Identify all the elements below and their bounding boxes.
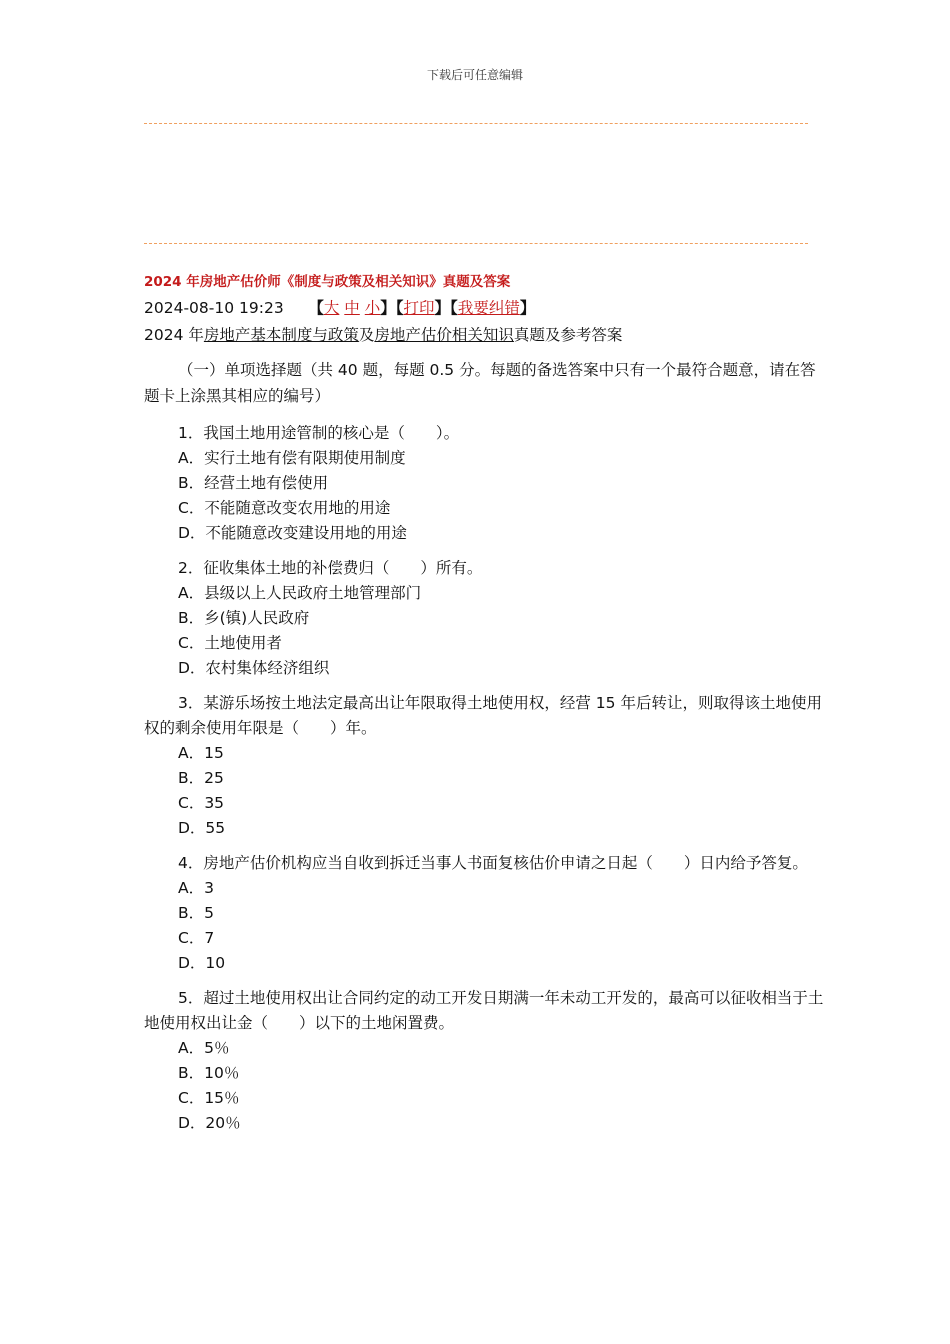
question-option: C．15％ <box>178 1089 240 1107</box>
question-option: C．不能随意改变农用地的用途 <box>178 499 391 517</box>
article-body <box>144 270 824 1146</box>
subtitle-link-knowledge[interactable]: 房地产估价相关知识 <box>374 326 514 344</box>
question-item <box>144 851 824 976</box>
question-stem: 4．房地产估价机构应当自收到拆迁当事人书面复核估价申请之日起（ ）日内给予答复。 <box>178 854 808 872</box>
section-intro: （一）单项选择题（共 40 题，每题 0.5 分。每题的备选答案中只有一个最符合题意，请在答题卡上涂黑其相应的编号） <box>144 361 816 405</box>
question-stem: 2．征收集体土地的补偿费归（ ）所有。 <box>178 559 483 577</box>
question-option: D．不能随意改变建设用地的用途 <box>178 524 407 542</box>
question-stem: 1．我国土地用途管制的核心是（ ）。 <box>178 424 460 442</box>
question-option: C．土地使用者 <box>178 634 282 652</box>
question-item <box>144 421 824 546</box>
question-option: A．5％ <box>178 1039 230 1057</box>
question-option: B．乡(镇)人民政府 <box>178 609 310 627</box>
question-option: D．55 <box>178 819 226 837</box>
print-link[interactable]: 打印 <box>403 299 435 317</box>
font-size-medium-link[interactable]: 中 <box>344 299 360 317</box>
question-stem: 5．超过土地使用权出让合同约定的动工开发日期满一年未动工开发的，最高可以征收相当于土地使用权出让金（ ）以下的土地闲置费。 <box>144 989 824 1032</box>
question-option: B．10％ <box>178 1064 240 1082</box>
font-size-large-link[interactable]: 大 <box>323 299 340 317</box>
question-option: D．农村集体经济组织 <box>178 659 330 677</box>
article-title: 2024 年房地产估价师《制度与政策及相关知识》真题及答案 <box>144 274 511 290</box>
article-datetime: 2024-08-10 19:23 <box>144 299 284 317</box>
question-option: B．25 <box>178 769 224 787</box>
subtitle-link-policy[interactable]: 房地产基本制度与政策 <box>203 326 359 344</box>
question-option: A．15 <box>178 744 224 762</box>
top-divider <box>144 123 808 124</box>
header-note: 下载后可任意编辑 <box>426 68 523 82</box>
question-option: D．20％ <box>178 1114 241 1132</box>
question-item <box>144 986 824 1136</box>
question-item <box>144 691 824 841</box>
question-option: C．7 <box>178 929 215 947</box>
article-meta: 2024-08-10 19:23 【大 中 小】【打印】【我要纠错】 <box>144 299 536 317</box>
question-option: B．5 <box>178 904 214 922</box>
question-option: B．经营土地有偿使用 <box>178 474 329 492</box>
article-subtitle: 2024 年房地产基本制度与政策及房地产估价相关知识真题及参考答案 <box>144 326 623 344</box>
question-option: C．35 <box>178 794 225 812</box>
report-error-link[interactable]: 我要纠错 <box>457 299 520 317</box>
question-option: A．实行土地有偿有限期使用制度 <box>178 449 406 467</box>
bottom-divider <box>144 243 808 244</box>
question-option: A．县级以上人民政府土地管理部门 <box>178 584 422 602</box>
question-list <box>144 421 824 1136</box>
question-stem: 3．某游乐场按土地法定最高出让年限取得土地使用权，经营 15 年后转让，则取得该土地使用权的剩余使用年限是（ ）年。 <box>144 694 822 737</box>
question-option: D．10 <box>178 954 226 972</box>
font-size-small-link[interactable]: 小 <box>364 299 381 317</box>
question-item <box>144 556 824 681</box>
question-option: A．3 <box>178 879 214 897</box>
